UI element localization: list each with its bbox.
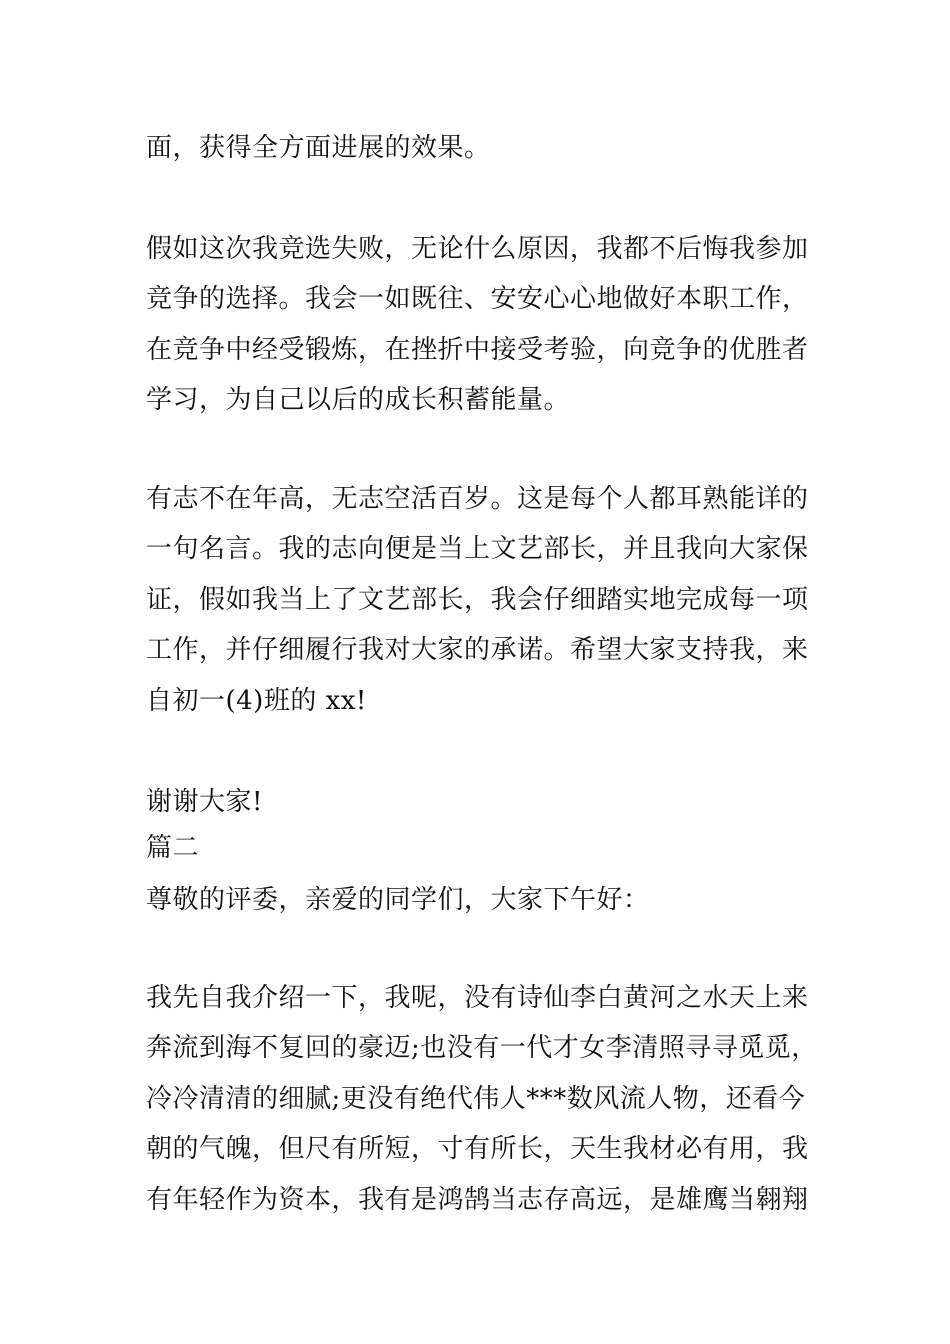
text-line: 竞争的选择。我会一如既往、安安心心地做好本职工作， [146, 284, 809, 314]
text-line: 一句名言。我的志向便是当上文艺部长，并且我向大家保 [146, 534, 809, 564]
text-line: 冷冷清清的细腻;更没有绝代伟人***数风流人物，还看今 [146, 1084, 806, 1114]
text-line: 我先自我介绍一下，我呢，没有诗仙李白黄河之水天上来 [146, 983, 809, 1013]
text-line: 工作，并仔细履行我对大家的承诺。希望大家支持我，来 [146, 635, 809, 665]
text-line: 在竞争中经受锻炼，在挫折中接受考验，向竞争的优胜者 [146, 335, 809, 365]
text-line: 学习，为自己以后的成长积蓄能量。 [146, 385, 571, 415]
text-line: 证，假如我当上了文艺部长，我会仔细踏实地完成每一项 [146, 585, 809, 615]
text-line: 自初一(4)班的 xx! [146, 686, 367, 716]
text-line: 朝的气魄，但尺有所短，寸有所长，天生我材必有用，我 [146, 1134, 809, 1164]
text-line: 尊敬的评委，亲爱的同学们，大家下午好： [146, 885, 650, 915]
text-line: 假如这次我竞选失败，无论什么原因，我都不后悔我参加 [146, 234, 809, 264]
text-line: 奔流到海不复回的豪迈;也没有一代才女李清照寻寻觅觅， [146, 1033, 818, 1063]
text-line: 有志不在年高，无志空活百岁。这是每个人都耳熟能详的 [146, 484, 809, 514]
section-heading: 篇二 [146, 833, 200, 863]
text-line: 谢谢大家! [146, 787, 263, 817]
text-line: 面，获得全方面进展的效果。 [146, 133, 491, 163]
text-line: 有年轻作为资本，我有是鸿鹄当志存高远，是雄鹰当翱翔 [146, 1185, 809, 1215]
